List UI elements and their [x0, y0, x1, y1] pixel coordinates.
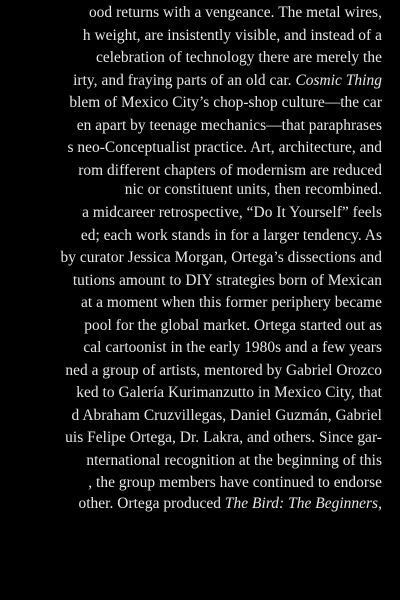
text-line: ked to Galería Kurimanzutto in Mexico City, that [76, 384, 382, 401]
text-line: tutions amount to DIY strategies born of Mexican [72, 272, 382, 289]
text-line: nic or constituent units, then recombined. [124, 181, 382, 198]
text-line: nternational recognition at the beginning of this [86, 452, 382, 469]
text-line: s neo-Conceptualist practice. Art, architecture, and [67, 139, 382, 156]
text-line: , the group members have continued to endorse [88, 474, 382, 491]
text-line: uis Felipe Ortega, Dr. Lakra, and others. Since gar- [65, 429, 382, 446]
text-line: cal cartoonist in the early 1980s and a few years [83, 339, 382, 356]
text-line: irty, and fraying parts of an old car. Cosmic Thing [73, 72, 382, 89]
artwork-title: Cosmic Thing [295, 72, 382, 89]
text-line: ed; each work stands in for a larger tendency. As [80, 227, 382, 244]
text-line: by curator Jessica Morgan, Ortega’s dissections and [60, 249, 382, 266]
text-line: other. Ortega produced The Bird: The Beginners, [78, 495, 382, 512]
text-line: blem of Mexico City’s chop-shop culture—the car [69, 94, 382, 111]
text-line: d Abraham Cruzvillegas, Daniel Guzmán, Gabriel [71, 407, 382, 424]
text-line: ood returns with a vengeance. The metal wires, [88, 4, 382, 21]
text-line: en apart by teenage mechanics—that paraphrases [76, 117, 382, 134]
text-line: at a moment when this former periphery became [81, 294, 382, 311]
text-line: rom different chapters of modernism are reduced [78, 162, 382, 179]
text-line: pool for the global market. Ortega started out as [84, 317, 382, 334]
artwork-title: The Bird: The Beginners [224, 495, 379, 512]
text-line: h weight, are insistently visible, and instead of a [82, 27, 382, 44]
text-line: ned a group of artists, mentored by Gabriel Orozco [65, 362, 382, 379]
text-line: a midcareer retrospective, “Do It Yourself” feels [82, 204, 382, 221]
text-line: celebration of technology there are merely the [95, 49, 382, 66]
